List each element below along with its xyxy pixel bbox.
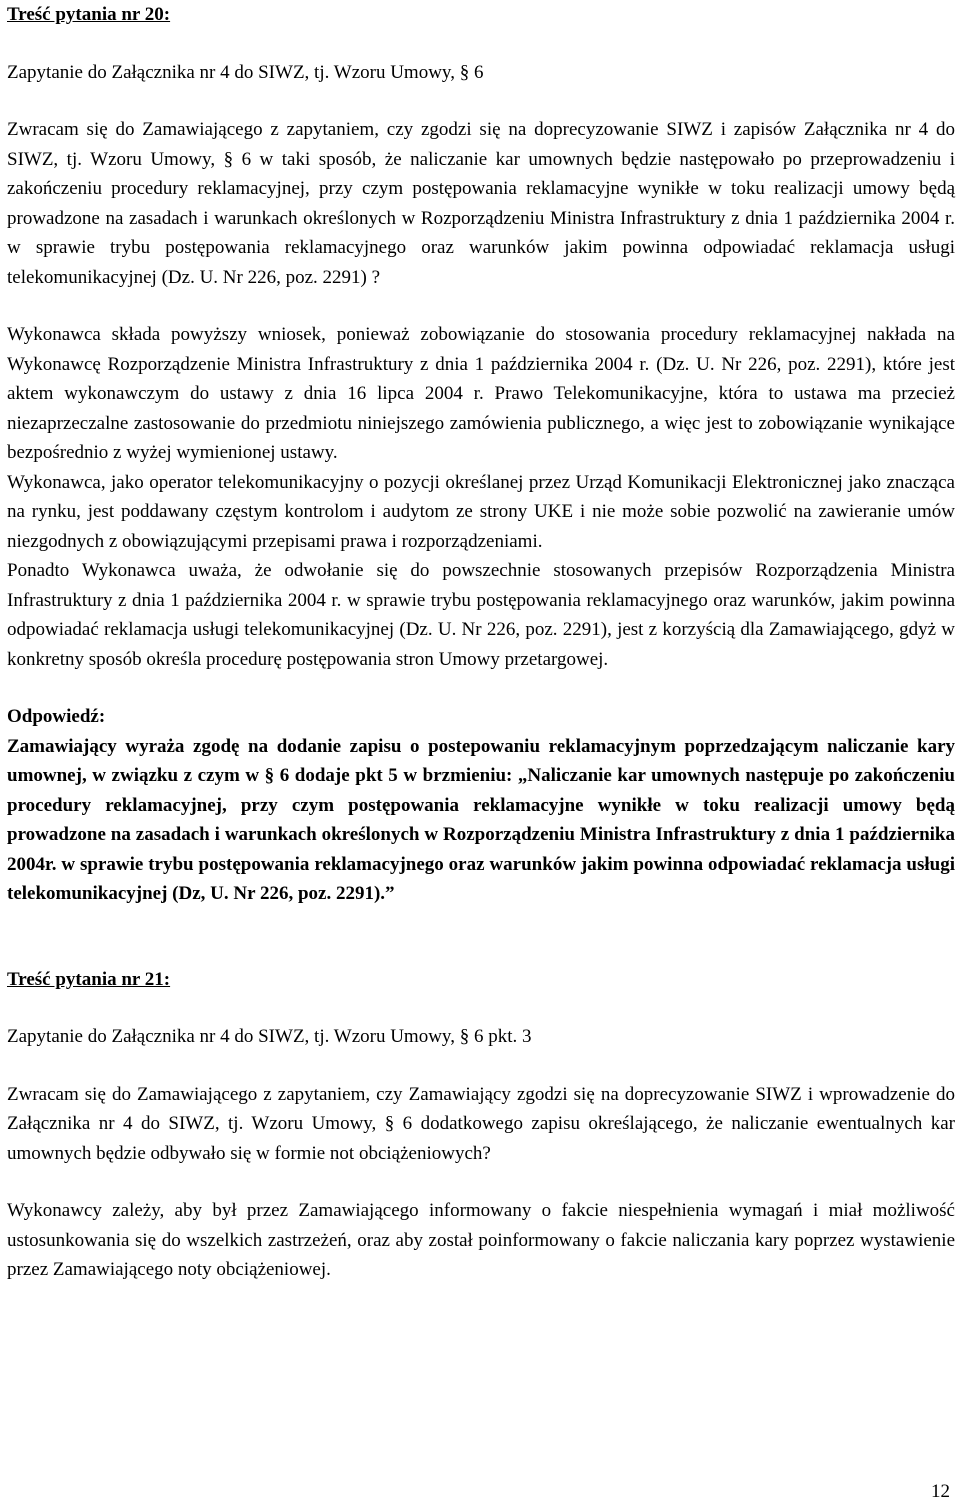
question-21-text: Zwracam się do Zamawiającego z zapytaniem, czy Zamawiający zgodzi się na doprecyzowanie SIWZ i wprowadzenie do Załącznika nr 4 do SIWZ, tj. Wzoru Umowy, § 6 dodatkowego zapisu określającego, że naliczanie ewentualnych kar umownych będzie odbywało się w formie not obciążeniowych? <box>7 1083 955 1164</box>
question-21-subject: Zapytanie do Załącznika nr 4 do SIWZ, tj. Wzoru Umowy, § 6 pkt. 3 <box>7 1026 532 1047</box>
answer-20-text: Zamawiający wyraża zgodę na dodanie zapisu o postepowaniu reklamacyjnym poprzedzającym naliczanie kary umownej, w związku z czym w § 6 dodaje pkt 5 w brzmieniu: „Naliczanie kar umownych następuje po zakończeniu procedury reklamacyjnej, przy czym postępowania reklamacyjne wynikłe w toku realizacji umowy będą prowadzone na zasadach i warunkach określonych w Rozporządzeniu Ministra Infrastruktury z dnia 1 października 2004r. w sprawie trybu postępowania reklamacyjnego oraz warunków jakim powinna odpowiadać reklamacja usługi telekomunikacyjnej (Dz, U. Nr 226, poz. 2291).” <box>7 735 955 904</box>
question-21-heading: Treść pytania nr 21: <box>7 968 171 990</box>
question-20-text: Zwracam się do Zamawiającego z zapytaniem, czy zgodzi się na doprecyzowanie SIWZ i zapisów Załącznika nr 4 do SIWZ, tj. Wzoru Umowy, § 6 w taki sposób, że naliczanie kar umownych będzie następowało po przeprowadzeniu i zakończeniu procedury reklamacyjnej, przy czym postępowania reklamacyjne wynikłe w toku realizacji umowy będą prowadzone na zasadach i warunkach określonych w Rozporządzeniu Ministra Infrastruktury z dnia 1 października 2004 r. w sprawie trybu postępowania reklamacyjnego oraz warunków jakim powinna odpowiadać reklamacja usługi telekomunikacyjnej (Dz. U. Nr 226, poz. 2291) ? <box>7 119 955 288</box>
question-20-justification-2: Wykonawca, jako operator telekomunikacyjny o pozycji określanej przez Urząd Komunikacji Elektronicznej jako znacząca na rynku, jest poddawany częstym kontrolom i audytom ze strony UKE i nie może sobie pozwolić na zawieranie umów niezgodnych z obowiązującymi przepisami prawa i rozporządzeniami. <box>7 471 955 552</box>
question-20-heading: Treść pytania nr 20: <box>7 4 171 25</box>
answer-20-label: Odpowiedź: <box>7 706 106 727</box>
page-number: 12 <box>931 1481 950 1502</box>
question-20-justification-1: Wykonawca składa powyższy wniosek, ponieważ zobowiązanie do stosowania procedury reklamacyjnej nakłada na Wykonawcę Rozporządzenie Ministra Infrastruktury z dnia 1 października 2004 r. (Dz. U. Nr 226, poz. 2291), które jest aktem wykonawczym do ustawy z dnia 16 lipca 2004 r. Prawo Telekomunikacyjne, która to ustawa ma przecież niezaprzeczalne zastosowanie do przedmiotu niniejszego zamówienia publicznego, a więc jest to zobowiązanie wynikające bezpośrednio z wyżej wymienionej ustawy. <box>7 324 955 463</box>
question-20-subject: Zapytanie do Załącznika nr 4 do SIWZ, tj. Wzoru Umowy, § 6 <box>7 61 484 83</box>
question-20-justification-3: Ponadto Wykonawca uważa, że odwołanie się do powszechnie stosowanych przepisów Rozporządzenia Ministra Infrastruktury z dnia 1 października 2004 r. w sprawie trybu postępowania reklamacyjnego oraz warunków, jakim powinna odpowiadać reklamacja usługi telekomunikacyjnej (Dz. U. Nr 226, poz. 2291), jest z korzyścią dla Zamawiającego, gdyż w konkretny sposób określa procedurę postępowania stron Umowy przetargowej. <box>7 560 955 670</box>
document-page <box>7 0 955 1285</box>
question-21-justification-1: Wykonawcy zależy, aby był przez Zamawiającego informowany o fakcie niespełnienia wymagań i miał możliwość ustosunkowania się do wszelkich zastrzeżeń, oraz aby został poinformowany o fakcie naliczania kary poprzez wystawienie przez Zamawiającego noty obciążeniowej. <box>7 1200 955 1280</box>
